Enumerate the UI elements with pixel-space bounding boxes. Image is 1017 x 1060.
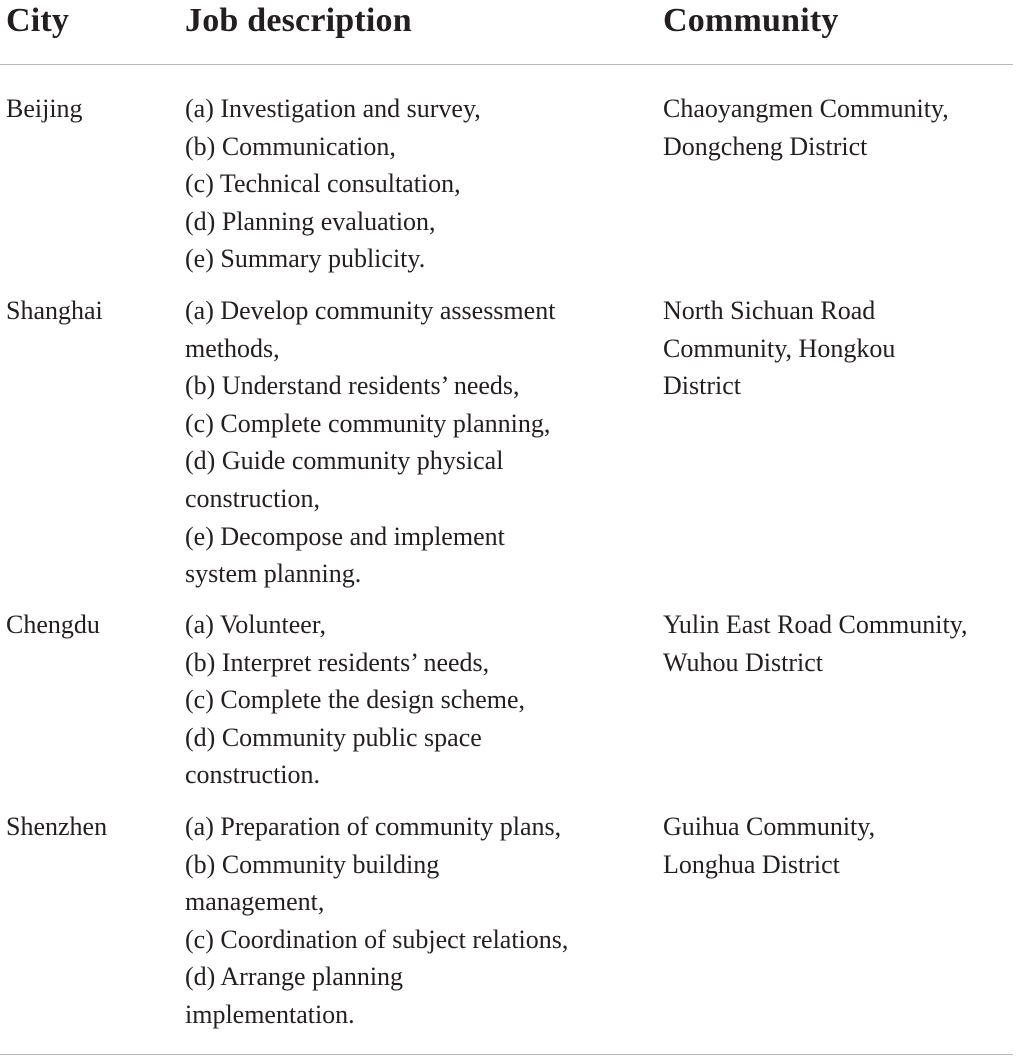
community-line: District (663, 371, 741, 401)
job-line: (d) Arrange planning (185, 962, 404, 992)
header-job-description: Job description (185, 2, 412, 39)
job-line: (c) Coordination of subject relations, (185, 924, 569, 954)
job-description-cell (185, 90, 481, 278)
job-line: (a) Develop community assessment (185, 296, 556, 325)
job-line: construction, (185, 483, 321, 513)
job-line: construction. (185, 760, 321, 790)
job-line: (c) Technical consultation, (185, 169, 461, 199)
city-cell: Shenzhen (6, 812, 108, 841)
job-line: (b) Interpret residents’ needs, (185, 647, 490, 677)
bottom-rule (0, 1054, 1013, 1055)
community-cell (663, 90, 949, 165)
community-line: Dongcheng District (663, 131, 868, 161)
job-line: (c) Complete community planning, (185, 408, 551, 438)
community-line: Community, Hongkou (663, 333, 896, 363)
job-line: (d) Planning evaluation, (185, 206, 436, 236)
header-community: Community (663, 2, 839, 39)
job-line: (b) Community building (185, 849, 440, 879)
community-line: North Sichuan Road (663, 296, 876, 325)
job-line: (d) Community public space (185, 722, 482, 752)
city-cell: Chengdu (6, 610, 100, 639)
job-line: (c) Complete the design scheme, (185, 685, 526, 715)
job-description-cell (185, 292, 555, 593)
header-city: City (6, 2, 70, 39)
job-line: management, (185, 887, 325, 917)
community-line: Guihua Community, (663, 812, 876, 841)
community-line: Chaoyangmen Community, (663, 94, 949, 123)
header-rule (0, 64, 1013, 65)
community-cell (663, 808, 875, 883)
city-cell: Beijing (6, 94, 83, 123)
community-line: Longhua District (663, 849, 840, 879)
community-line: Wuhou District (663, 647, 823, 677)
job-line: system planning. (185, 559, 362, 589)
job-line: implementation. (185, 999, 355, 1029)
job-description-cell (185, 606, 525, 794)
community-cell (663, 606, 968, 681)
job-line: (a) Volunteer, (185, 610, 326, 639)
job-line: (b) Communication, (185, 131, 396, 161)
job-line: methods, (185, 333, 280, 363)
job-line: (a) Preparation of community plans, (185, 812, 562, 841)
community-line: Yulin East Road Community, (663, 610, 968, 639)
job-line: (e) Summary publicity. (185, 244, 426, 274)
community-cell (663, 292, 895, 405)
job-line: (b) Understand residents’ needs, (185, 371, 520, 401)
job-line: (a) Investigation and survey, (185, 94, 481, 123)
job-description-cell (185, 808, 568, 1034)
city-cell: Shanghai (6, 296, 103, 325)
job-line: (e) Decompose and implement (185, 521, 505, 551)
job-line: (d) Guide community physical (185, 446, 504, 476)
